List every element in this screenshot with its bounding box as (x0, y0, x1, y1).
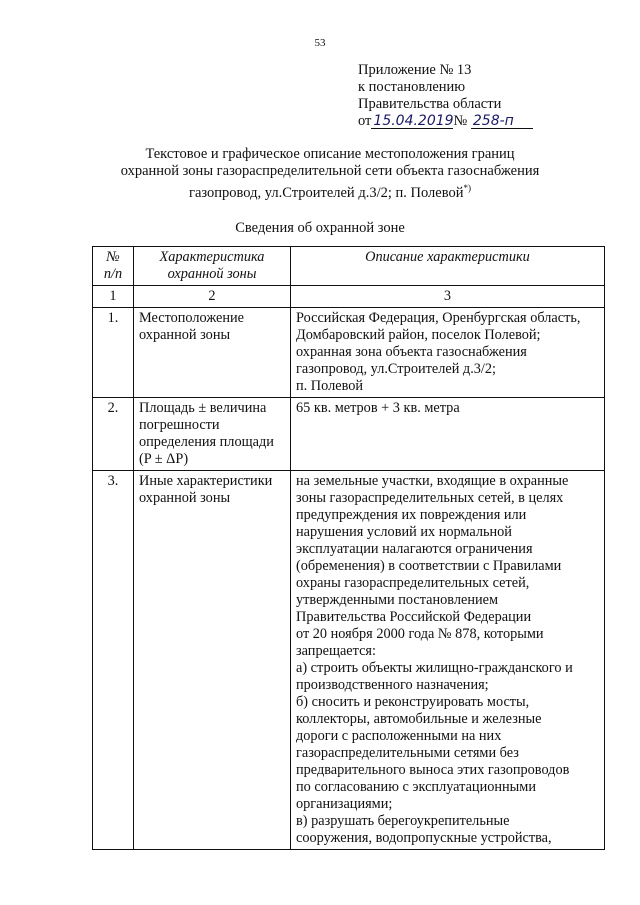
description-line: охранная зона объекта газоснабжения (296, 344, 527, 360)
header-number (93, 247, 134, 286)
description-line: организациями; (296, 796, 393, 812)
header-description: Описание характеристики (291, 247, 605, 286)
page-number: 53 (314, 37, 326, 49)
zone-table (92, 246, 605, 850)
description-line: а) строить объекты жилищно-гражданского и (296, 660, 573, 676)
appendix-line-1: Приложение № 13 (358, 62, 472, 78)
header-row (93, 247, 605, 286)
description-line: нарушения условий их нормальной (296, 524, 512, 540)
description-line: б) сносить и реконструировать мосты, (296, 694, 530, 710)
row-number: 2. (93, 398, 134, 471)
description-line: зоны газораспределительных сетей, в целях (296, 490, 564, 506)
table-body (93, 308, 605, 850)
description-line: охраны газораспределительных сетей, (296, 575, 530, 591)
title-line-1: Текстовое и графическое описание местоположения границ (145, 146, 515, 162)
characteristic-line: (P ± ΔP) (139, 451, 189, 467)
description-line: эксплуатации налагаются ограничения (296, 541, 533, 557)
number-label: № (453, 113, 468, 129)
appendix-line-3: Правительства области (358, 96, 502, 112)
row-description (291, 398, 605, 471)
description-line: газораспределительными сетями без (296, 745, 519, 761)
description-line: производственного назначения; (296, 677, 489, 693)
document-title (100, 146, 560, 202)
column-number: 3 (291, 286, 605, 308)
header-number-line-1: № (106, 249, 120, 265)
characteristic-line: Местоположение (139, 310, 244, 326)
description-line: предварительного выноса этих газопроводов (296, 762, 570, 778)
header-characteristic-line-1: Характеристика (159, 249, 265, 265)
from-label: от (358, 113, 372, 129)
description-line: утвержденными постановлением (296, 592, 499, 608)
column-numbering-row (93, 286, 605, 308)
row-characteristic (134, 398, 291, 471)
description-line: коллекторы, автомобильные и железные (296, 711, 542, 727)
header-characteristic (134, 247, 291, 286)
description-line: на земельные участки, входящие в охранные (296, 473, 569, 489)
table-row (93, 398, 605, 471)
table-row (93, 471, 605, 850)
row-number: 3. (93, 471, 134, 850)
characteristic-line: Площадь ± величина (139, 400, 267, 416)
description-line: 65 кв. метров + 3 кв. метра (296, 400, 460, 416)
row-number: 1. (93, 308, 134, 398)
characteristic-line: охранной зоны (139, 327, 231, 343)
characteristic-line: Иные характеристики (139, 473, 273, 489)
description-line: Российская Федерация, Оренбургская область, (296, 310, 581, 326)
description-line: Правительства Российской Федерации (296, 609, 532, 625)
title-line-3: газопровод, ул.Строителей д.3/2; п. Полевой (189, 184, 464, 201)
header-number-line-2: п/п (103, 266, 123, 282)
characteristic-line: определения площади (139, 434, 274, 450)
description-line: (обременения) в соответствии с Правилами (296, 558, 562, 574)
row-description (291, 308, 605, 398)
description-line: дороги с расположенными на них (296, 728, 502, 744)
handwritten-number: 258-п (471, 114, 533, 129)
title-line-3-wrap (100, 180, 560, 202)
characteristic-line: охранной зоны (139, 490, 231, 506)
description-line: Домбаровский район, поселок Полевой; (296, 327, 541, 343)
header-characteristic-line-2: охранной зоны (167, 266, 257, 282)
section-title: Сведения об охранной зоне (235, 220, 405, 236)
description-line: по согласованию с эксплуатационными (296, 779, 536, 795)
description-line: п. Полевой (296, 378, 364, 394)
description-line: от 20 ноября 2000 года № 878, которыми (296, 626, 544, 642)
title-line-2: охранной зоны газораспределительной сети объекта газоснабжения (120, 163, 540, 179)
characteristic-line: погрешности (139, 417, 220, 433)
column-number: 1 (93, 286, 134, 308)
description-line: в) разрушать берегоукрепительные (296, 813, 510, 829)
description-line: газопровод, ул.Строителей д.3/2; (296, 361, 497, 377)
appendix-date-line (358, 113, 533, 130)
row-characteristic (134, 308, 291, 398)
description-line: запрещается: (296, 643, 376, 659)
row-characteristic (134, 471, 291, 850)
handwritten-date: 15.04.2019 (373, 113, 454, 129)
table-row (93, 308, 605, 398)
appendix-block (358, 62, 533, 130)
description-line: предупреждения их повреждения или (296, 507, 527, 523)
column-number: 2 (134, 286, 291, 308)
footnote-mark: *) (463, 183, 471, 193)
appendix-line-2: к постановлению (358, 79, 466, 95)
description-line: сооружения, водопропускные устройства, (296, 830, 552, 846)
row-description (291, 471, 605, 850)
